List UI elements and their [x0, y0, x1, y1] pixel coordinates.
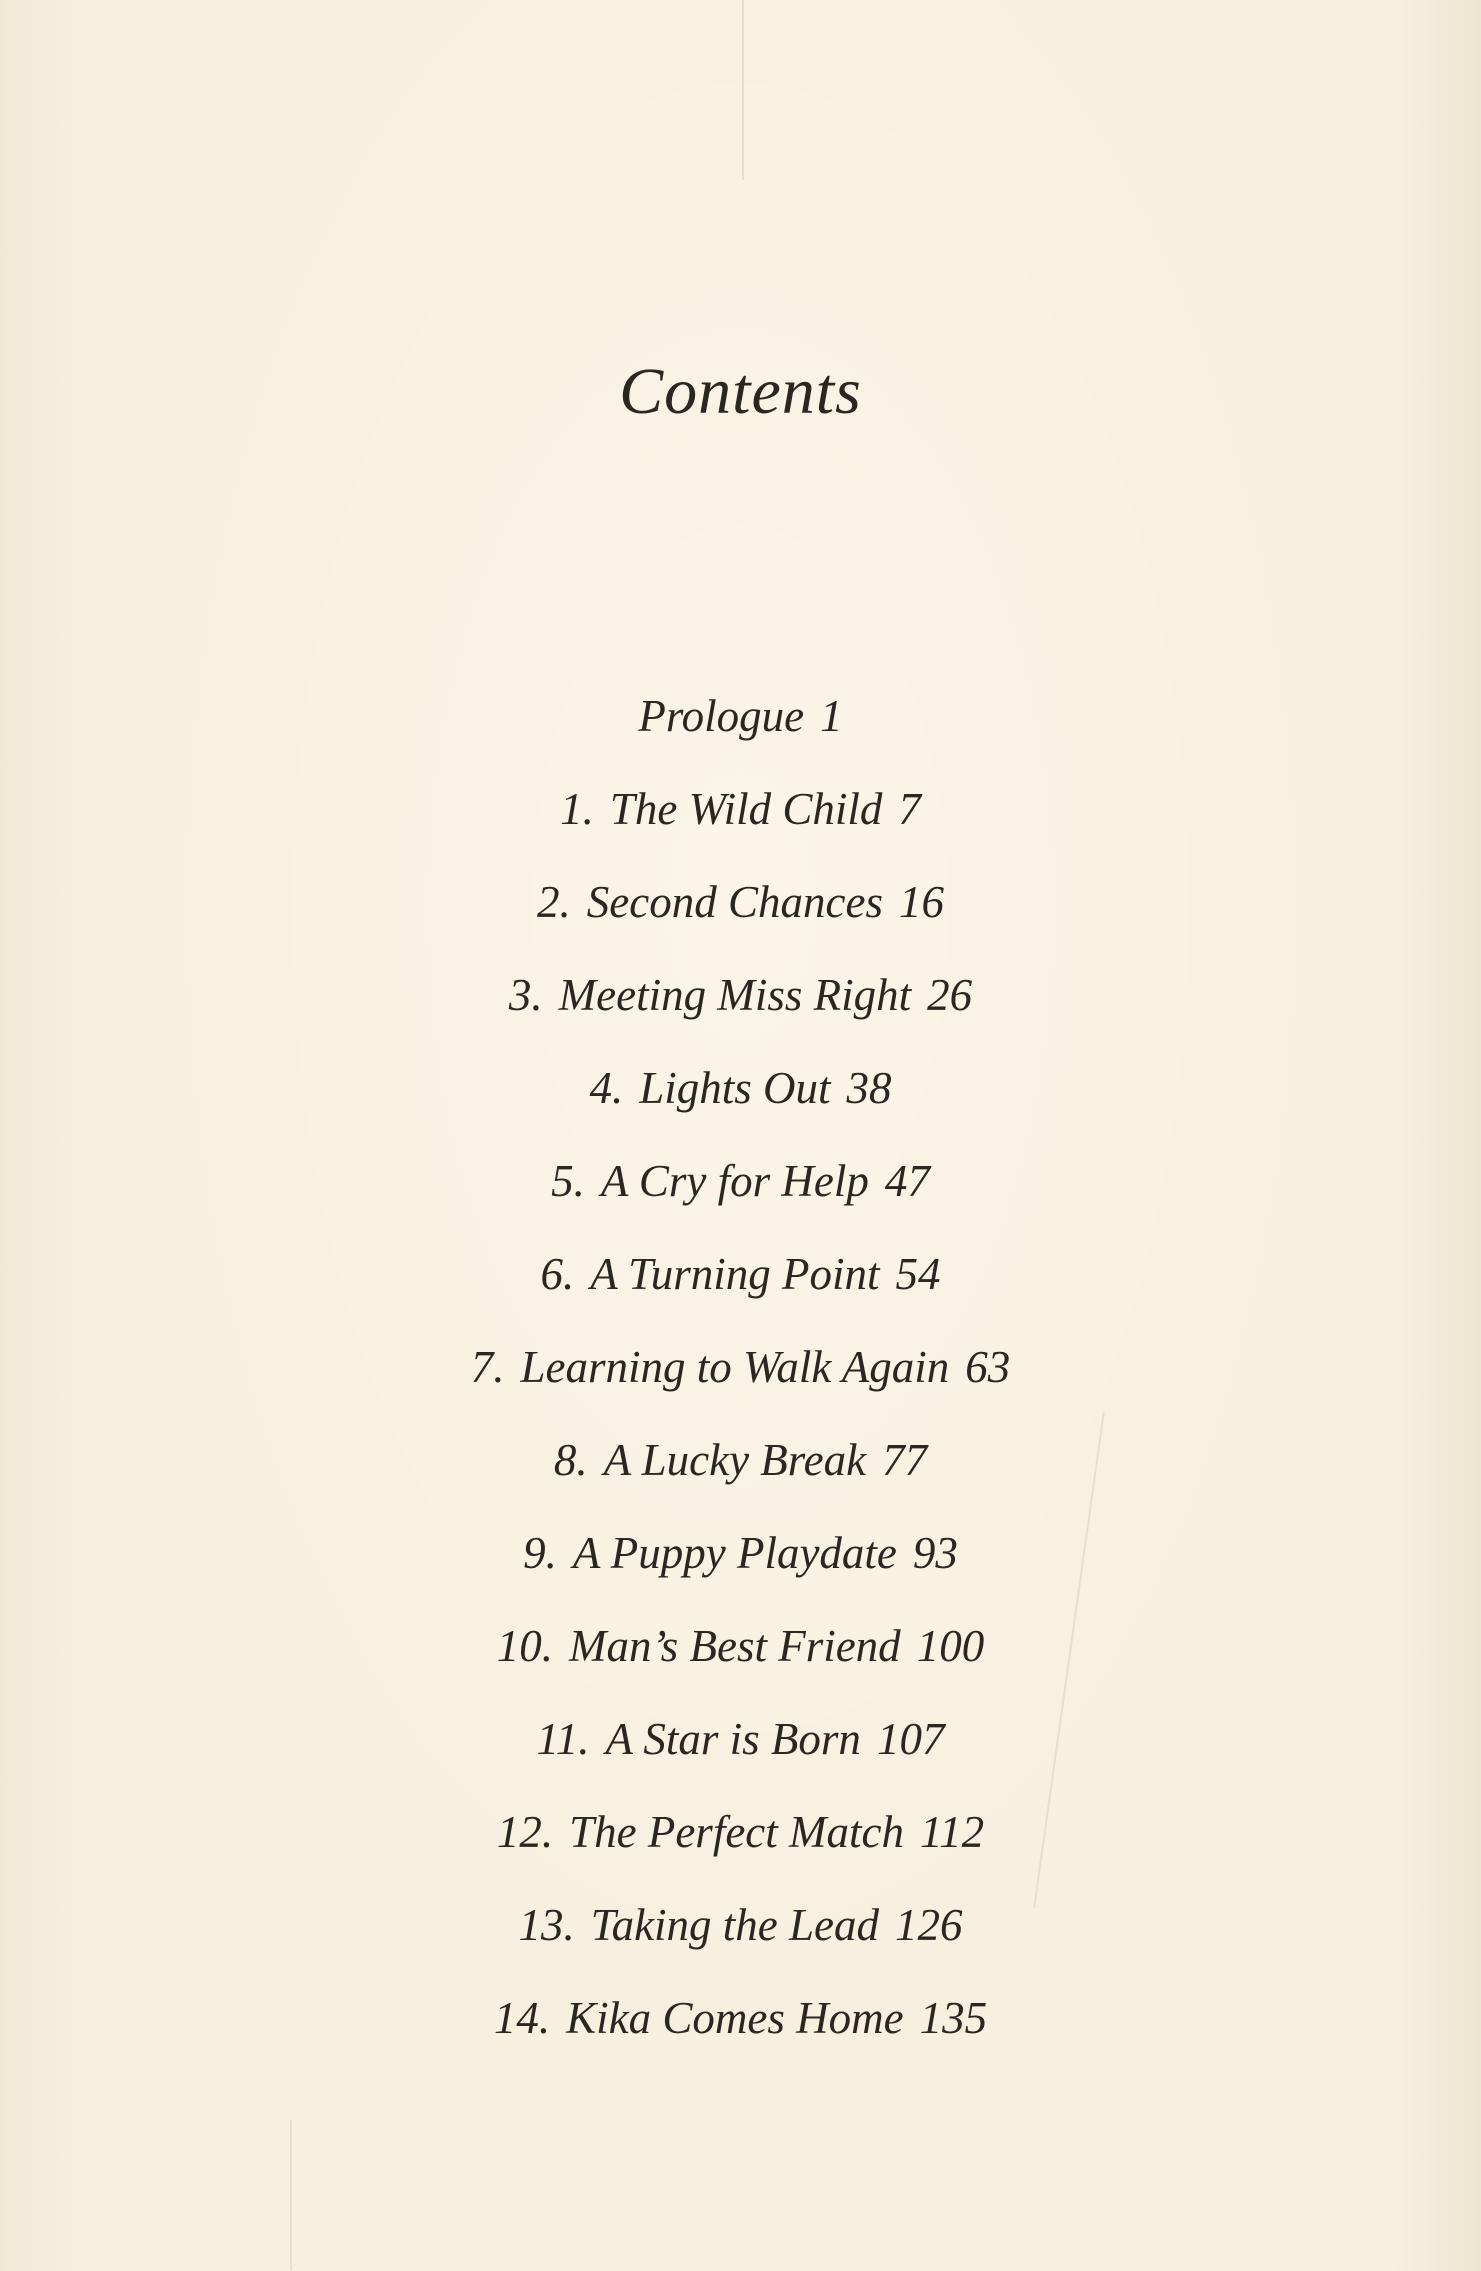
- toc-entry: [0, 1228, 1481, 1321]
- page-number: 7: [898, 784, 921, 834]
- toc-entry: [0, 1972, 1481, 2065]
- toc-entry: [0, 1600, 1481, 1693]
- page-number: 107: [876, 1714, 945, 1764]
- toc-entry: [0, 1693, 1481, 1786]
- chapter-number: 10.: [496, 1621, 554, 1671]
- toc-entry: [0, 856, 1481, 949]
- chapter-title: Man’s Best Friend: [569, 1621, 901, 1671]
- chapter-number: 7.: [470, 1342, 505, 1392]
- chapter-title: Taking the Lead: [590, 1900, 880, 1950]
- chapter-title: A Puppy Playdate: [572, 1528, 897, 1578]
- chapter-title: Learning to Walk Again: [520, 1342, 950, 1392]
- page-number: 93: [912, 1528, 958, 1578]
- chapter-title: The Wild Child: [609, 784, 883, 834]
- page-number: 26: [927, 970, 973, 1020]
- chapter-number: 2.: [537, 877, 571, 927]
- chapter-number: 3.: [508, 970, 543, 1020]
- chapter-title: A Lucky Break: [603, 1435, 867, 1485]
- chapter-number: 4.: [589, 1063, 624, 1113]
- chapter-title: A Turning Point: [590, 1249, 880, 1299]
- chapter-number: 12.: [496, 1807, 554, 1857]
- chapter-number: 8.: [553, 1435, 588, 1485]
- page-number: 38: [846, 1063, 892, 1113]
- page-number: 54: [895, 1249, 941, 1299]
- chapter-title: Lights Out: [639, 1063, 831, 1113]
- chapter-title: Prologue: [638, 691, 805, 741]
- toc-entry: [0, 1135, 1481, 1228]
- chapter-number: 14.: [493, 1993, 551, 2043]
- toc-entry: [0, 763, 1481, 856]
- page-number: 100: [916, 1621, 985, 1671]
- toc-entry: [0, 1042, 1481, 1135]
- chapter-title: Kika Comes Home: [566, 1993, 904, 2043]
- page-number: 63: [965, 1342, 1011, 1392]
- toc-entry: [0, 1786, 1481, 1879]
- toc-entry: [0, 1879, 1481, 1972]
- page-number: 112: [919, 1807, 985, 1857]
- page-number: 16: [898, 877, 944, 927]
- chapter-number: 9.: [523, 1528, 557, 1578]
- chapter-number: 11.: [536, 1714, 590, 1764]
- chapter-title: The Perfect Match: [569, 1807, 904, 1857]
- page-number: 135: [919, 1993, 988, 2043]
- chapter-number: 6.: [540, 1249, 575, 1299]
- chapter-title: A Cry for Help: [600, 1156, 869, 1206]
- toc-entry: [0, 1414, 1481, 1507]
- chapter-title: Meeting Miss Right: [558, 970, 912, 1020]
- page-number: 47: [884, 1156, 930, 1206]
- toc-entry: [0, 670, 1481, 763]
- page-number: 126: [895, 1900, 963, 1950]
- toc-entry: [0, 949, 1481, 1042]
- chapter-title: Second Chances: [586, 877, 883, 927]
- chapter-number: 13.: [518, 1900, 575, 1950]
- toc-entry: [0, 1321, 1481, 1414]
- toc-entry: [0, 1507, 1481, 1600]
- chapter-number: 5.: [551, 1156, 585, 1206]
- table-of-contents: [0, 670, 1481, 2065]
- paper-crease: [742, 0, 744, 180]
- page-title: Contents: [619, 355, 862, 428]
- page-number: 1: [820, 691, 843, 741]
- chapter-title: A Star is Born: [605, 1714, 861, 1764]
- paper-crease: [290, 2120, 292, 2270]
- chapter-number: 1.: [560, 784, 594, 834]
- page-number: 77: [882, 1435, 928, 1485]
